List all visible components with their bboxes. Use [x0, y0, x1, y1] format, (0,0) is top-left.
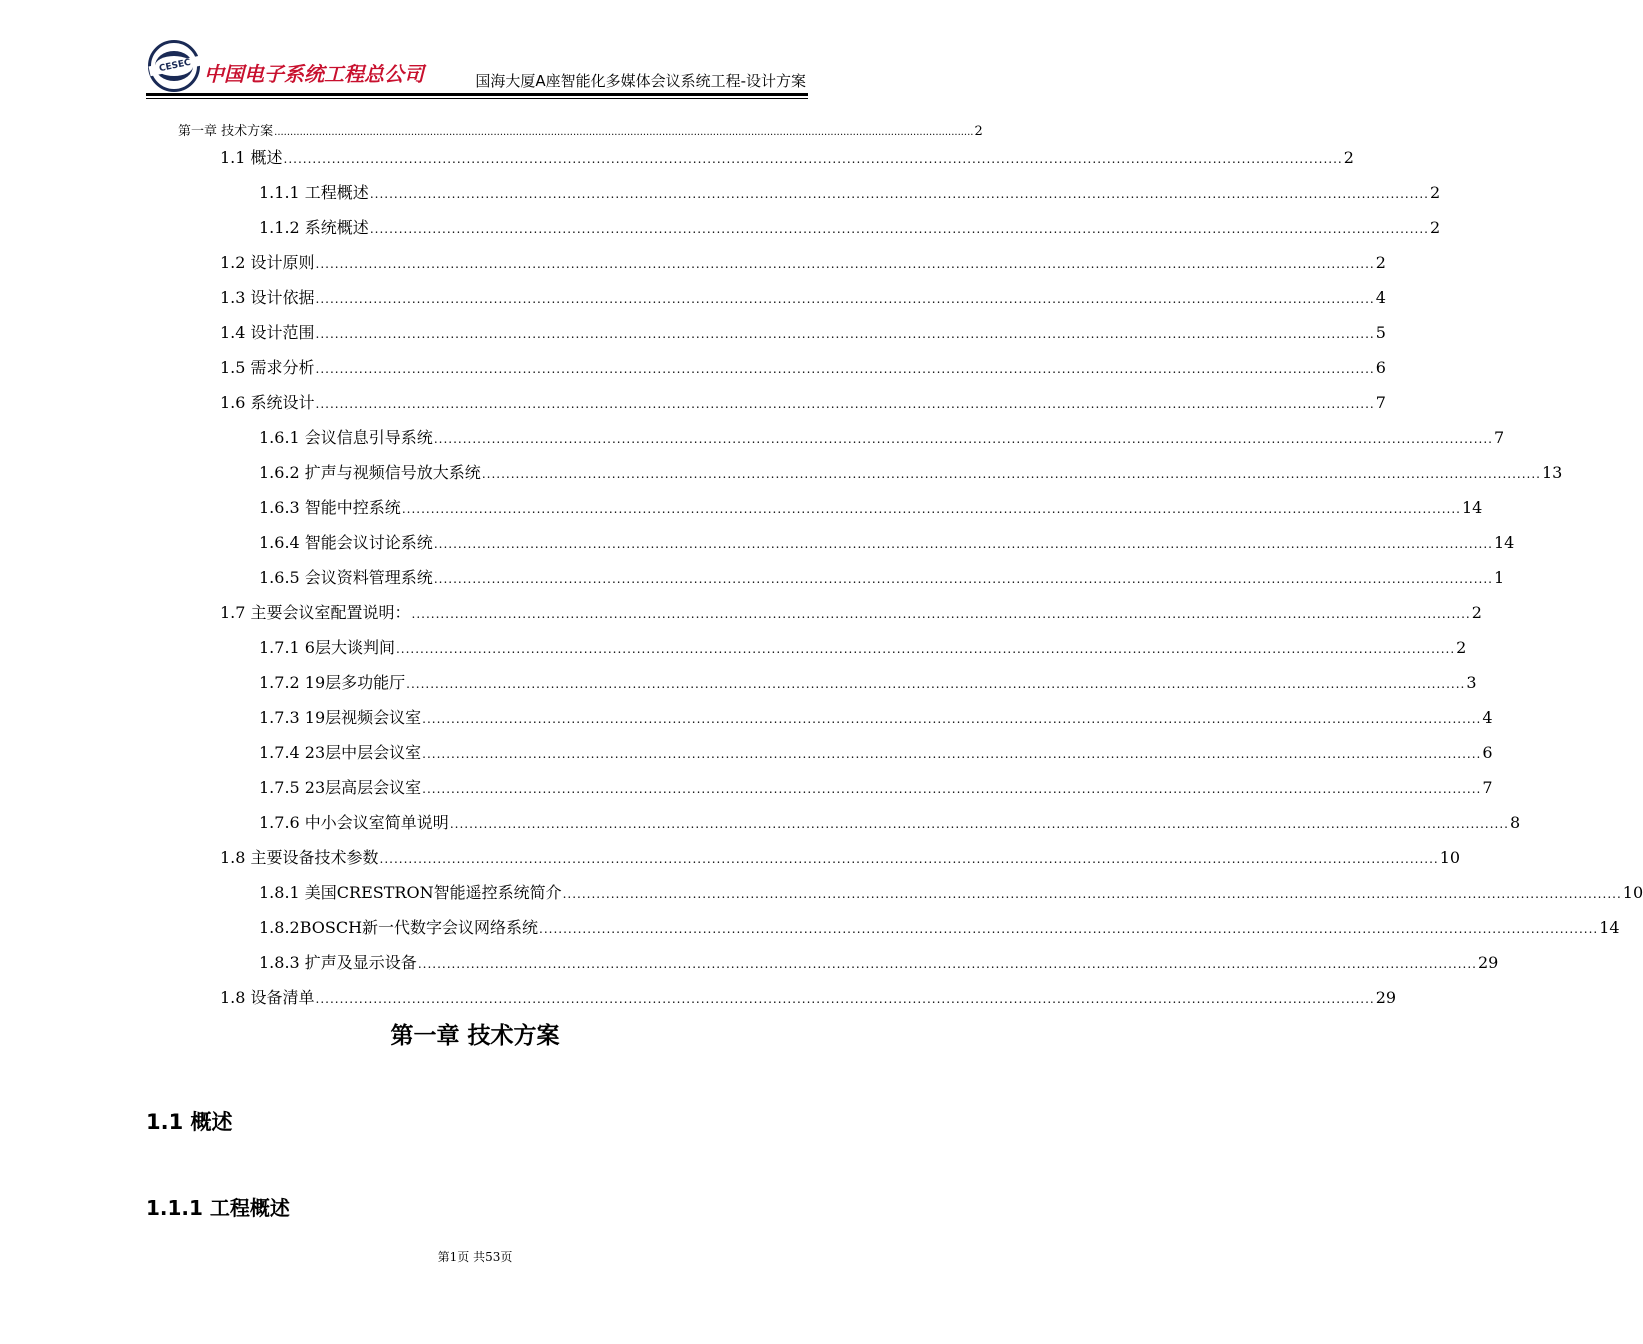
toc-leader-dots: ............................................................................................................................................................................................................................ — [401, 502, 1461, 516]
toc-entry-page: 14 — [1494, 533, 1515, 552]
toc-entry[interactable] — [220, 320, 1386, 343]
toc-entry-title: 1.8 设备清单 — [220, 988, 315, 1007]
toc-entry-title: 1.6.5 会议资料管理系统 — [259, 568, 433, 587]
toc-entry[interactable] — [259, 180, 1441, 203]
toc-entry-title: 1.8.2BOSCH新一代数字会议网络系统 — [259, 918, 539, 937]
toc-entry[interactable] — [259, 775, 1493, 798]
toc-leader-dots: ............................................................................................................................................................................................................................ — [433, 537, 1493, 551]
toc-entry-page: 6 — [1375, 358, 1386, 377]
toc-leader-dots: ............................................................................................................................................................................................................................ — [315, 257, 1375, 271]
page-footer: 第1页 共53页 — [437, 1250, 513, 1264]
toc-entry[interactable] — [259, 915, 1620, 938]
toc-entry-title: 1.7.1 6层大谈判间 — [259, 638, 395, 657]
toc-entry-title: 1.1.2 系统概述 — [259, 218, 369, 237]
toc-leader-dots: ............................................................................................................................................................................................................................ — [411, 607, 1471, 621]
toc-entry[interactable] — [220, 845, 1461, 868]
toc-entry-title: 1.7.6 中小会议室简单说明 — [259, 813, 449, 832]
toc-entry-title: 1.8 主要设备技术参数 — [220, 848, 379, 867]
toc-entry-page: 6 — [1482, 743, 1493, 762]
toc-entry-page: 10 — [1439, 848, 1461, 867]
toc-entry-page: 4 — [1482, 708, 1493, 727]
toc-entry[interactable] — [259, 425, 1505, 448]
toc-leader-dots: ............................................................................................................................................................................................................................ — [406, 677, 1466, 691]
toc-entry-page: 14 — [1599, 918, 1620, 937]
header-rule — [146, 93, 808, 96]
toc-leader-dots: ............................................................................................................................................................................................................................ — [562, 887, 1622, 901]
toc-entry-page: 5 — [1375, 323, 1386, 342]
toc-entry-page: 4 — [1375, 288, 1386, 307]
toc-entry[interactable] — [259, 460, 1563, 483]
toc-entry-title: 1.6.2 扩声与视频信号放大系统 — [259, 463, 481, 482]
toc-entry-page: 2 — [1430, 183, 1441, 202]
toc-leader-dots: ............................................................................................................................................................................................................................ — [433, 572, 1493, 586]
toc-entry-title: 1.1.1 工程概述 — [259, 183, 369, 202]
toc-entry-title: 1.1 概述 — [220, 148, 283, 167]
toc-entry[interactable] — [220, 145, 1354, 168]
toc-entry-page: 29 — [1375, 988, 1397, 1007]
toc-entry-title: 第一章 技术方案 — [178, 124, 274, 139]
toc-entry-title: 1.7.2 19层多功能厅 — [259, 673, 406, 692]
toc-leader-dots: ............................................................................................................................................................................................................................ — [315, 992, 1375, 1006]
toc-entry-page: 3 — [1466, 673, 1477, 692]
toc-entry[interactable] — [259, 705, 1493, 728]
subsection-heading: 1.1.1 工程概述 — [146, 1196, 290, 1220]
toc-entry-page: 10 — [1622, 883, 1643, 902]
toc-entry[interactable] — [259, 635, 1467, 658]
toc-entry[interactable] — [259, 810, 1521, 833]
toc-leader-dots: ............................................................................................................................................................................................................................ — [422, 747, 1482, 761]
document-title: 国海大厦A座智能化多媒体会议系统工程-设计方案 — [475, 72, 806, 90]
toc-leader-dots: ............................................................................................................................................................................................................................ — [283, 152, 1343, 166]
toc-entry-title: 1.3 设计依据 — [220, 288, 315, 307]
toc-entry-page: 7 — [1494, 428, 1505, 447]
toc-leader-dots: ............................................................................................................................................................................................................................ — [369, 187, 1429, 201]
toc-entry[interactable] — [259, 670, 1477, 693]
toc-entry-page: 2 — [1375, 253, 1386, 272]
company-logo — [148, 38, 424, 98]
toc-entry-title: 1.6 系统设计 — [220, 393, 315, 412]
toc-leader-dots: ............................................................................................................................................................................................................................ — [315, 327, 1375, 341]
toc-leader-dots: ............................................................................................................................................................................................................................ — [449, 817, 1509, 831]
toc-entry-page: 2 — [1471, 603, 1482, 622]
toc-leader-dots: ............................................................................................................................................................................................................................ — [379, 852, 1439, 866]
logo-emblem-icon — [148, 40, 200, 92]
toc-leader-dots: ............................................................................................................................................................................................................................ — [369, 222, 1429, 236]
toc-entry[interactable] — [259, 950, 1499, 973]
toc-leader-dots: ............................................................................................................................................................................................................................ — [315, 362, 1375, 376]
toc-entry[interactable] — [220, 390, 1386, 413]
toc-entry[interactable] — [259, 215, 1441, 238]
toc-entry-title: 1.4 设计范围 — [220, 323, 315, 342]
toc-entry-page: 2 — [1343, 148, 1354, 167]
toc-entry-title: 1.7 主要会议室配置说明： — [220, 603, 411, 622]
logo-abbreviation: CESEC — [149, 56, 202, 77]
toc-entry[interactable] — [259, 565, 1505, 588]
toc-entry-page: 7 — [1375, 393, 1386, 412]
toc-entry-title: 1.8.1 美国CRESTRON智能遥控系统简介 — [259, 883, 562, 902]
toc-entry-title: 1.5 需求分析 — [220, 358, 315, 377]
section-heading: 1.1 概述 — [146, 1110, 233, 1134]
toc-leader-dots: ............................................................................................................................................................................................................................ — [422, 712, 1482, 726]
company-name: 中国电子系统工程总公司 — [204, 62, 424, 86]
toc-entry-title: 1.2 设计原则 — [220, 253, 315, 272]
toc-entry[interactable] — [220, 985, 1397, 1008]
toc-leader-dots: ............................................................................................................................................................................................................................ — [539, 922, 1599, 936]
toc-entry-page: 14 — [1462, 498, 1483, 517]
toc-entry[interactable] — [220, 285, 1386, 308]
toc-entry-title: 1.7.4 23层中层会议室 — [259, 743, 422, 762]
toc-leader-dots: ............................................................................................................................................................................................................................ — [274, 127, 974, 138]
toc-entry-page: 8 — [1510, 813, 1521, 832]
toc-entry-page: 2 — [974, 124, 983, 139]
toc-entry-title: 1.7.5 23层高层会议室 — [259, 778, 422, 797]
toc-leader-dots: ............................................................................................................................................................................................................................ — [417, 957, 1477, 971]
toc-entry[interactable] — [178, 120, 983, 139]
toc-entry-page: 13 — [1542, 463, 1563, 482]
toc-leader-dots: ............................................................................................................................................................................................................................ — [315, 292, 1375, 306]
toc-leader-dots: ............................................................................................................................................................................................................................ — [481, 467, 1541, 481]
toc-entry[interactable] — [220, 250, 1386, 273]
chapter-title: 第一章 技术方案 — [390, 1023, 560, 1049]
page-header — [0, 0, 950, 100]
toc-entry-page: 1 — [1494, 568, 1505, 587]
toc-entry[interactable] — [259, 740, 1493, 763]
toc-entry-page: 2 — [1456, 638, 1467, 657]
toc-entry[interactable] — [220, 355, 1386, 378]
toc-leader-dots: ............................................................................................................................................................................................................................ — [395, 642, 1456, 656]
toc-entry-title: 1.6.1 会议信息引导系统 — [259, 428, 433, 447]
toc-leader-dots: ............................................................................................................................................................................................................................ — [422, 782, 1482, 796]
header-rule-thin — [146, 98, 808, 99]
toc-entry[interactable] — [259, 495, 1483, 518]
toc-entry-title: 1.6.3 智能中控系统 — [259, 498, 401, 517]
toc-entry-page: 7 — [1482, 778, 1493, 797]
toc-entry[interactable] — [259, 530, 1515, 553]
toc-leader-dots: ............................................................................................................................................................................................................................ — [433, 432, 1493, 446]
toc-entry-page: 29 — [1478, 953, 1499, 972]
toc-leader-dots: ............................................................................................................................................................................................................................ — [315, 397, 1375, 411]
toc-entry[interactable] — [220, 600, 1482, 623]
toc-entry-title: 1.7.3 19层视频会议室 — [259, 708, 422, 727]
toc-entry-page: 2 — [1430, 218, 1441, 237]
toc-entry[interactable] — [259, 880, 1643, 903]
toc-entry-title: 1.8.3 扩声及显示设备 — [259, 953, 417, 972]
toc-entry-title: 1.6.4 智能会议讨论系统 — [259, 533, 433, 552]
